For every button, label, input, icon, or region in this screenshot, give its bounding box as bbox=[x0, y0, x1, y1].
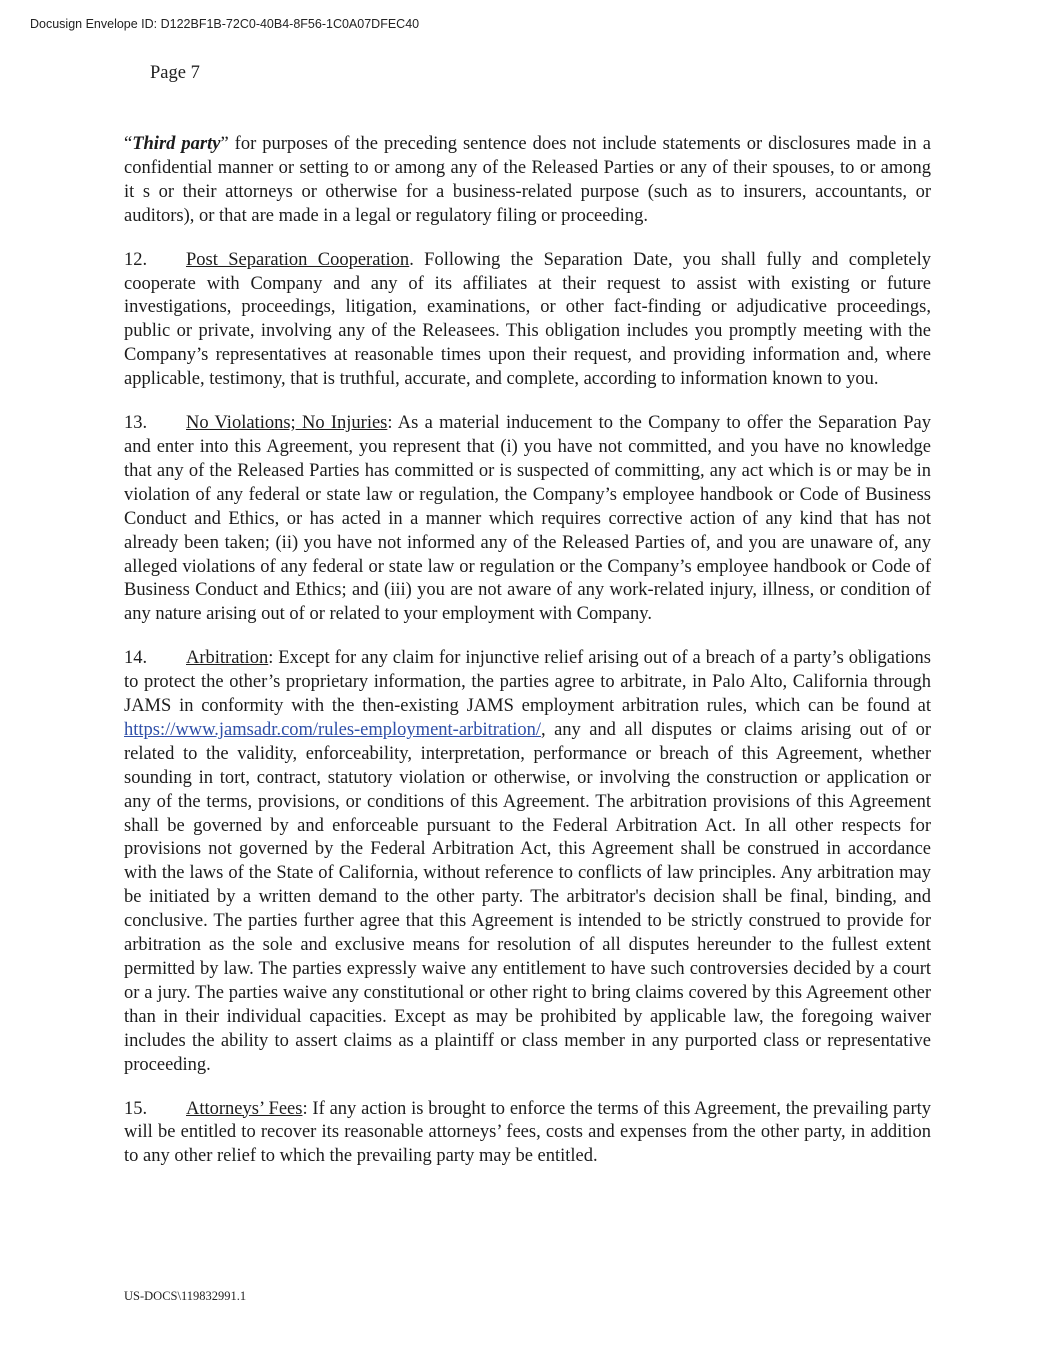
defined-term: Third party bbox=[132, 134, 221, 154]
section-15 bbox=[124, 1098, 931, 1170]
section-heading: Post Separation Cooperation bbox=[186, 249, 410, 270]
jams-rules-link[interactable]: https://www.jamsadr.com/rules-employment-arbitration/ bbox=[124, 719, 542, 740]
open-quote: “ bbox=[124, 134, 133, 154]
section-text: : Except for any claim for injunctive relief arising out of a breach of a party’s obligations to protect the other’s proprietary information, the parties agree to arbitrate, in Palo Alto, California through JAMS in conformity with the then-existing JAMS employment arbitration rules, which can be found at bbox=[124, 648, 931, 717]
section-heading: No Violations; No Injuries bbox=[186, 413, 388, 434]
document-body bbox=[124, 133, 931, 1189]
third-party-paragraph bbox=[124, 133, 931, 229]
section-13 bbox=[124, 412, 931, 627]
section-heading: Arbitration bbox=[186, 648, 269, 669]
page-label: Page 7 bbox=[150, 63, 200, 83]
section-text-continued: , any and all disputes or claims arising out of or related to the validity, enforceability, interpretation, performance or breach of this Agreement, whether sounding in tort, contract, statutory violation or otherwise, or involving the construction or application or any of the terms, provisions, or conditions of this Agreement. The arbitration provisions of this Agreement shall be governed by and enforceable pursuant to the Federal Arbitration Act. In all other respects for provisions not governed by the Federal Arbitration Act, this Agreement shall be construed in accordance with the laws of the State of California, without reference to conflicts of law principles. Any arbitration may be initiated by a written demand to the other party. The arbitrator's decision shall be final, binding, and conclusive. The parties further agree that this Agreement is intended to be strictly construed to provide for arbitration as the sole and exclusive means for resolution of all disputes hereunder to the fullest extent permitted by law. The parties expressly waive any entitlement to have such controversies decided by a court or a jury. The parties waive any constitutional or other right to bring claims covered by this Agreement other than in their individual capacities. Except as may be prohibited by applicable law, the foregoing waiver includes the ability to assert claims as a plaintiff or class member in any purported class or representative proceeding. bbox=[124, 719, 931, 1075]
section-number: 13. bbox=[124, 413, 148, 434]
envelope-id: Docusign Envelope ID: D122BF1B-72C0-40B4-8F56-1C0A07DFEC40 bbox=[30, 17, 420, 31]
paragraph-text: ” for purposes of the preceding sentence does not include statements or disclosures made in a confidential manner or setting to or among any of the Released Parties or any of their spouses, to or among it s or their attorneys or otherwise for a business-related purpose (such as to insurers, accountants, or auditors), or that are made in a legal or regulatory filing or proceeding. bbox=[124, 134, 931, 226]
section-text: : As a material inducement to the Company to offer the Separation Pay and enter into this Agreement, you represent that (i) you have not committed, and you have no knowledge that any of the Released Parties has committed or is suspected of committing, any act which is or may be in violation of any federal or state law or regulation, the Company’s employee handbook or Code of Business Conduct and Ethics, or has acted in a manner which requires corrective action of any kind that has not already been taken; (ii) you have not informed any of the Released Parties of, and you are unaware of, any alleged violations of any federal or state law or regulation or the Company’s employee handbook or Code of Business Conduct and Ethics; and (iii) you are not aware of any work-related injury, illness, or condition of any nature arising out of or related to your employment with Company. bbox=[124, 413, 931, 625]
section-14 bbox=[124, 647, 931, 1077]
section-number: 15. bbox=[124, 1098, 148, 1119]
section-text: . Following the Separation Date, you shall fully and completely cooperate with Company and any of its affiliates at their request to assist with existing or future investigations, proceedings, litigation, examinations, or other fact-finding or adjudicative proceedings, public or private, involving any of the Releasees. This obligation includes you promptly meeting with the Company’s representatives at reasonable times upon their request, and providing information and, where applicable, testimony, that is truthful, accurate, and complete, according to information known to you. bbox=[124, 249, 931, 390]
section-text: : If any action is brought to enforce the terms of this Agreement, the prevailing party will be entitled to recover its reasonable attorneys’ fees, costs and expenses from the other party, in addition to any other relief to which the prevailing party may be entitled. bbox=[124, 1098, 931, 1167]
section-heading: Attorneys’ Fees bbox=[186, 1098, 303, 1119]
section-number: 12. bbox=[124, 249, 148, 270]
document-id-footer: US-DOCS\119832991.1 bbox=[124, 1289, 247, 1303]
section-12 bbox=[124, 249, 931, 392]
section-number: 14. bbox=[124, 648, 148, 669]
